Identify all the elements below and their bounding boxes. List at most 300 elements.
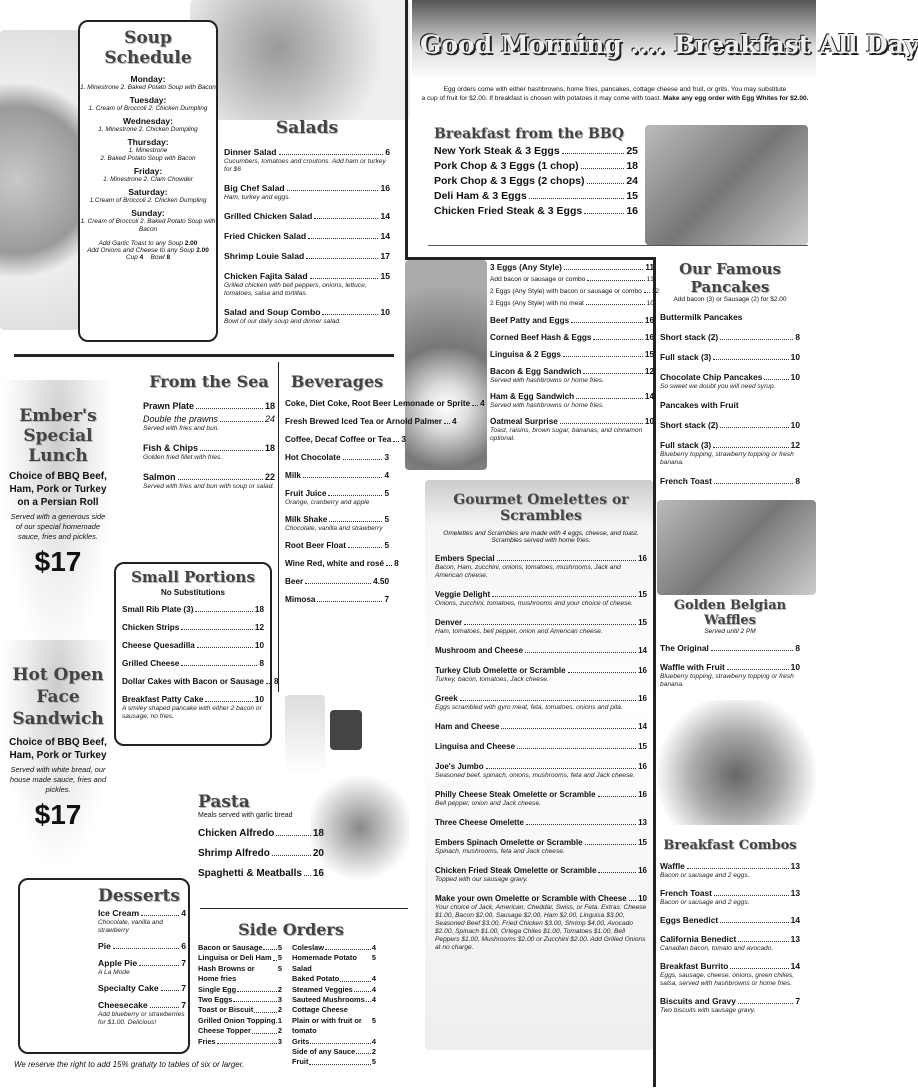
item-name: Add bacon or sausage or combo: [490, 276, 586, 283]
item-name: Fries: [198, 1036, 216, 1046]
soup-photo: [0, 30, 80, 330]
item-price: 18: [254, 605, 264, 614]
dot-leader: [197, 647, 253, 648]
soup-options: 1. Cream of Broccoli 2. Chicken Dumpling: [88, 105, 208, 112]
small-portion-item: [122, 622, 264, 633]
item-name: Salmon: [143, 472, 176, 482]
item-desc: Ham, tomatoes, bell pepper, onion and American cheese.: [435, 628, 603, 635]
item-price: 16: [638, 666, 647, 675]
item-name: Coffee, Decaf Coffee or Tea: [285, 435, 392, 444]
item-desc: Golden fried fillet with fries.: [143, 454, 223, 461]
item-desc: Served with hashbrowns or home fries.: [490, 377, 604, 384]
item-desc: Served with fries and bun.: [143, 425, 220, 432]
salads-title: Salads: [275, 118, 339, 138]
item-price: 6: [385, 147, 390, 157]
omelette-item: [435, 817, 647, 828]
header-title: Good Morning .... Breakfast All Day: [420, 30, 918, 59]
dot-leader: [113, 948, 179, 949]
dot-leader: [354, 985, 371, 992]
item-price: 5: [384, 489, 389, 498]
item-desc: Topped with our sausage gravy.: [435, 876, 528, 883]
item-name: Chicken Fajita Salad: [224, 271, 308, 281]
hotopen-title1: Hot Open: [12, 665, 104, 685]
side-item: [292, 995, 376, 1005]
item-price: 25: [626, 145, 638, 157]
item-name: 2 Eggs (Any Style) with bacon or sausage or combo: [490, 288, 642, 295]
item-name: Linguisa or Deli Ham: [198, 953, 272, 963]
salad-item: [224, 231, 390, 242]
item-price: 10: [380, 307, 390, 317]
side-item: [198, 1037, 282, 1047]
item-price: 10: [644, 417, 654, 426]
item-name: Breakfast Burrito: [660, 961, 729, 971]
item-price: 8: [795, 332, 800, 342]
item-price: 16: [644, 316, 654, 325]
dot-leader: [195, 611, 252, 612]
item-name: Chicken Strips: [122, 623, 180, 632]
dot-leader: [568, 672, 637, 673]
dot-leader: [562, 153, 625, 154]
dot-leader: [309, 1057, 370, 1064]
side-item: [198, 1016, 282, 1026]
item-name: Cottage Cheese: [292, 1005, 348, 1015]
bbq-item: [434, 191, 638, 202]
item-price: 4: [451, 417, 457, 426]
item-price: 7: [181, 1000, 186, 1010]
dot-leader: [460, 700, 636, 701]
item-price: 13: [790, 934, 800, 944]
item-name: 3 Eggs (Any Style): [490, 263, 562, 272]
dot-leader: [764, 379, 788, 380]
item-name: Plain or with fruit or tomato: [292, 1015, 362, 1036]
item-desc: A La Mode: [98, 969, 130, 976]
omelette-item: [435, 645, 647, 656]
item-price: 5: [277, 963, 282, 973]
dot-leader: [328, 495, 382, 496]
item-price: 13: [646, 276, 654, 283]
footer-note: We reserve the right to add 15% gratuity to tables of six or larger.: [14, 1060, 245, 1069]
item-name: Chicken Alfredo: [198, 828, 275, 839]
item-name: Short stack (2): [660, 420, 719, 430]
dot-leader: [150, 1007, 180, 1008]
dot-leader: [393, 441, 399, 442]
dot-leader: [304, 875, 311, 876]
item-name: Ice Cream: [98, 908, 140, 918]
side-item: [292, 985, 376, 995]
small-list: [116, 604, 279, 721]
divider-left-horizontal: [14, 354, 394, 357]
soup-options: 1. Minestrone 2. Baked Potato Soup with Bacon: [80, 84, 216, 91]
desserts-title: Desserts: [98, 886, 180, 906]
egg-item: [490, 286, 660, 297]
omelette-item: [435, 721, 647, 732]
bbq-item: [434, 206, 638, 217]
item-price: 10: [790, 662, 800, 672]
item-name: Specialty Cake: [98, 983, 159, 993]
side-item: [292, 953, 376, 974]
item-name: Deli Ham & 3 Eggs: [434, 190, 527, 202]
soup-day: Wednesday:: [123, 116, 173, 126]
frenchtoast-photo: [657, 500, 816, 595]
item-name: Ham & Egg Sandwich: [490, 392, 575, 401]
hotopen-main: Choice of BBQ Beef, Ham, Pork or Turkey: [9, 737, 107, 761]
item-desc: Canadian bacon, tomato and avocado.: [660, 945, 774, 952]
item-price: 10: [638, 894, 647, 903]
item-price: 15: [644, 350, 654, 359]
pasta-item: [198, 848, 324, 859]
item-name: Bacon & Egg Sandwich: [490, 367, 582, 376]
item-name: Chicken Fried Steak Omelette or Scramble: [435, 866, 597, 875]
item-price: 7: [384, 595, 389, 604]
waffles-section: [660, 598, 800, 689]
hotopen-price: $17: [34, 799, 82, 830]
item-name: Veggie Delight: [435, 590, 491, 599]
item-name: 2 Eggs (Any Style) with no meat: [490, 300, 584, 307]
lunch-title1: Ember's: [19, 406, 97, 426]
beverage-item: [285, 470, 389, 481]
omelettes-sub2: Scrambles served with home fries.: [491, 537, 591, 544]
item-desc: Bell pepper, onion and Jack cheese.: [435, 800, 541, 807]
dot-leader: [584, 213, 624, 214]
item-name: Chocolate Chip Pancakes: [660, 372, 763, 382]
pasta-section: [198, 792, 324, 879]
bbq-list: [434, 146, 638, 217]
dot-leader: [349, 1005, 375, 1012]
dot-leader: [322, 314, 378, 315]
soup-panel: [78, 20, 218, 342]
dot-leader: [279, 154, 384, 155]
beverage-item: [285, 416, 457, 427]
salad-item: [224, 211, 390, 222]
item-name: Coke, Diet Coke, Root Beer Lemonade or Sprite: [285, 399, 471, 408]
dot-leader: [720, 922, 789, 923]
item-name: New York Steak & 3 Eggs: [434, 145, 560, 157]
bbq-section: [434, 126, 638, 217]
hotopen-desc: Served with white bread, our house made sauce, fries and pickles.: [9, 765, 107, 794]
item-price: 17: [380, 251, 390, 261]
side-item: [198, 953, 282, 963]
item-name: Fruit Juice: [285, 489, 327, 498]
dot-leader: [252, 1026, 277, 1033]
item-price: 16: [638, 762, 647, 771]
egg-item: [490, 262, 654, 273]
pasta-list: [198, 828, 324, 879]
item-price: 4.50: [373, 577, 389, 586]
bbq-title: Breakfast from the BBQ: [434, 126, 624, 142]
dot-leader: [714, 483, 793, 484]
omelette-item: [435, 553, 647, 564]
dot-leader: [303, 477, 383, 478]
item-name: Single Egg: [198, 984, 237, 994]
item-price: 11: [645, 263, 654, 272]
dot-leader: [305, 583, 371, 584]
item-desc: Turkey, bacon, tomatoes, Jack cheese.: [435, 676, 549, 683]
item-name: Pancakes with Fruit: [660, 400, 739, 410]
item-price: 10: [790, 352, 800, 362]
soup-options: 1. Minestrone 2. Baked Potato Soup with Bacon: [100, 147, 196, 162]
pancake-item: [660, 312, 800, 323]
sea-section: [143, 372, 275, 491]
side-item: [198, 964, 282, 985]
item-name: Buttermilk Pancakes: [660, 312, 743, 322]
item-desc: Ham, turkey and eggs.: [224, 194, 291, 201]
salads-list: [224, 147, 390, 326]
item-name: Cheese Topper: [198, 1026, 251, 1036]
item-name: Sauteed Mushrooms: [292, 995, 365, 1005]
combo-item: [660, 961, 800, 972]
dot-leader: [233, 995, 277, 1002]
dot-leader: [563, 356, 643, 357]
item-name: Fried Chicken Salad: [224, 231, 307, 241]
item-price: 10: [646, 300, 654, 307]
dessert-item: [98, 908, 186, 919]
pancake-item: [660, 420, 800, 431]
wine-photo: [285, 695, 325, 775]
dot-leader: [576, 398, 643, 399]
omelette-item: [435, 865, 647, 876]
item-price: 15: [638, 618, 647, 627]
waffle-photo: [657, 700, 816, 825]
side-item: [292, 1057, 376, 1067]
item-price: 18: [626, 160, 638, 172]
item-name: Fish & Chips: [143, 443, 199, 453]
item-price: 4: [371, 1036, 376, 1046]
dot-leader: [738, 1003, 793, 1004]
item-name: Fruit: [292, 1057, 309, 1067]
combo-item: [660, 934, 800, 945]
item-name: Baked Potato: [292, 974, 340, 984]
item-price: 16: [380, 183, 390, 193]
item-price: 16: [638, 554, 647, 563]
item-desc: Onions, zucchini, tomatoes, mushrooms and your choice of cheese.: [435, 600, 633, 607]
item-name: Short stack (2): [660, 332, 719, 342]
soup-title: Soup Schedule: [104, 28, 192, 68]
dot-leader: [711, 650, 793, 651]
item-name: Dinner Salad: [224, 147, 277, 157]
item-price: 22: [264, 472, 275, 482]
dot-leader: [526, 824, 636, 825]
beverage-item: [285, 434, 406, 445]
item-price: 5: [371, 1057, 376, 1067]
item-desc: Cucumbers, tomatoes and croutons. Add ham or turkey for $6: [224, 158, 386, 173]
item-desc: Chocolate, vanilla and strawberry: [98, 919, 163, 934]
beverage-item: [285, 488, 389, 499]
item-name: Steamed Veggies: [292, 984, 353, 994]
item-name: Joe's Jumbo: [435, 762, 484, 771]
eggs-photo: [405, 260, 487, 470]
side-item: [198, 995, 282, 1005]
dot-leader: [366, 995, 371, 1002]
item-desc: Blueberry topping, strawberry topping or fresh banana.: [660, 673, 794, 688]
item-price: 16: [626, 205, 638, 217]
side-item: [292, 974, 376, 984]
sides-col2: [292, 943, 376, 1068]
dot-leader: [714, 895, 789, 896]
item-price: 18: [264, 401, 275, 411]
item-price: 3: [277, 1036, 282, 1046]
item-name: Eggs Benedict: [660, 915, 719, 925]
dot-leader: [517, 748, 636, 749]
pancake-item: [660, 440, 800, 451]
item-price: 15: [380, 271, 390, 281]
item-name: Salad and Soup Combo: [224, 307, 321, 317]
pancake-item: [660, 332, 800, 343]
item-name: Corned Beef Hash & Eggs: [490, 333, 592, 342]
lunch-desc: Served with a generous side of our special homemade sauce, fries and pickles.: [10, 512, 106, 541]
combo-item: [660, 861, 800, 872]
dot-leader: [593, 339, 642, 340]
egg-item: [490, 332, 654, 343]
dot-leader: [276, 835, 311, 836]
item-desc: Bowl of our daily soup and dinner salad.: [224, 318, 341, 325]
egg-item: [490, 391, 654, 402]
item-price: 12: [651, 288, 660, 295]
pancake-item: [660, 476, 800, 487]
item-name: Full stack (3): [660, 352, 712, 362]
item-price: 5: [384, 515, 389, 524]
pancakes-section: [660, 260, 800, 487]
item-price: 8: [394, 559, 399, 568]
dot-leader: [564, 269, 643, 270]
soup-day: Sunday:: [131, 208, 165, 218]
sea-item: [143, 472, 275, 483]
steak-photo: [645, 125, 808, 245]
item-price: 18: [264, 443, 275, 453]
bbq-item: [434, 161, 638, 172]
item-name: Beef Patty and Eggs: [490, 316, 570, 325]
dot-leader: [178, 479, 263, 480]
item-desc: Your choice of Jack, American, Cheddar, Swiss, or Feta. Extras: Cheese $1.00, Bacon $2.00, Sausage $2.00, Ham $2.00, Linguisa $3.00, Seasoned Beef $3.00, Fried Chicken $3.00, Shrimp $4.00, Avocado $2.00, Spinach $1.00, Ortega Chiles $1.00, Tomatoes $1.00, Bell Peppers $1.00, Mushrooms $2.00 or Zucchini $2.00. Add Grilled Onions at no charge.: [435, 904, 647, 951]
item-price: 14: [638, 722, 647, 731]
item-name: Pork Chop & 3 Eggs (2 chops): [434, 175, 585, 187]
item-name: Shrimp Alfredo: [198, 848, 270, 859]
item-name: Make your own Omelette or Scramble with Cheese: [435, 894, 627, 903]
header-note-line2: a cup of fruit for $2.00. If breakfast is chosen with potatoes it may come with toast. Make any egg order with Egg Whites for $2.00.: [421, 95, 809, 102]
item-name: Homemade Potato Salad: [292, 953, 357, 973]
side-item: [292, 943, 376, 953]
dot-leader: [629, 900, 636, 901]
dot-leader: [713, 447, 788, 448]
sea-item: [143, 414, 275, 425]
sea-item: [143, 401, 275, 412]
item-name: Dollar Cakes with Bacon or Sausage: [122, 677, 264, 686]
dot-leader: [273, 953, 277, 960]
item-name: Small Rib Plate (3): [122, 605, 194, 614]
beverage-item: [285, 452, 389, 463]
dot-leader: [306, 258, 378, 259]
eggs-section: [490, 256, 660, 443]
combo-item: [660, 915, 800, 926]
dot-leader: [139, 965, 179, 966]
item-name: Hash Browns or Home fries: [198, 963, 255, 984]
dot-leader: [598, 872, 636, 873]
dot-leader: [730, 968, 788, 969]
dot-leader: [343, 459, 383, 460]
waffles-sub: Served until 2 PM: [704, 628, 756, 635]
dessert-item: [98, 958, 186, 969]
item-price: 14: [638, 646, 647, 655]
item-desc: So sweet we doubt you will need syrup.: [660, 383, 776, 390]
item-name: Embers Special: [435, 554, 495, 563]
dot-leader: [444, 423, 450, 424]
item-name: Apple Pie: [98, 958, 138, 968]
item-price: 16: [638, 790, 647, 799]
dot-leader: [720, 427, 788, 428]
item-name: Bacon or Sausage: [198, 943, 263, 952]
item-name: Wine Red, white and rosé: [285, 559, 385, 568]
omelettes-list: [435, 553, 647, 952]
side-item: [198, 943, 282, 953]
small-portion-item: [122, 604, 264, 615]
dot-leader: [314, 218, 378, 219]
dessert-item: [98, 983, 186, 994]
dot-leader: [386, 565, 392, 566]
beverages-title: Beverages: [290, 372, 384, 391]
omelette-item: [435, 617, 647, 628]
dot-leader: [497, 560, 637, 561]
hotopen-title3: Sandwich: [12, 709, 104, 729]
dot-leader: [287, 190, 379, 191]
divider-sides-top: [200, 908, 408, 909]
omelettes-title: Gourmet Omelettes or Scrambles: [453, 492, 629, 524]
item-price: 12: [644, 367, 654, 376]
dot-leader: [329, 521, 382, 522]
dot-leader: [587, 280, 644, 281]
item-price: 5: [277, 953, 282, 963]
beverage-item: [285, 398, 485, 409]
soup-options: 1. Cream of Broccoli 2. Baked Potato Soup with Bacon: [80, 218, 216, 233]
soup-days-list: [80, 74, 216, 234]
item-price: 16: [638, 694, 647, 703]
item-price: 4: [371, 974, 376, 984]
item-price: 12: [790, 440, 800, 450]
dot-leader: [205, 701, 252, 702]
desserts-panel: [18, 878, 190, 1054]
salad-item: [224, 307, 390, 318]
item-price: 16: [312, 868, 324, 879]
small-portion-item: [122, 658, 264, 669]
item-desc: Served with fries and bun with soup or salad.: [143, 483, 275, 490]
soup-day: Monday:: [130, 74, 166, 84]
item-name: Philly Cheese Steak Omelette or Scramble: [435, 790, 596, 799]
item-desc: Two biscuits with sausage gravy.: [660, 1007, 756, 1014]
item-name: Pork Chop & 3 Eggs (1 chop): [434, 160, 579, 172]
item-name: Shrimp Louie Salad: [224, 251, 305, 261]
item-name: Mimosa: [285, 595, 316, 604]
dot-leader: [529, 198, 625, 199]
soup-day: Tuesday:: [129, 95, 167, 105]
dot-leader: [587, 183, 625, 184]
item-price: 3: [277, 995, 282, 1005]
dot-leader: [713, 359, 788, 360]
item-name: Greek: [435, 694, 458, 703]
side-item: [292, 1037, 376, 1047]
egg-item: [490, 366, 654, 377]
sea-item: [143, 443, 275, 454]
item-name: The Original: [660, 643, 709, 653]
item-price: 16: [644, 333, 654, 342]
item-name: Oatmeal Surprise: [490, 417, 558, 426]
item-price: 10: [790, 420, 800, 430]
sea-list: [143, 401, 275, 491]
egg-item: [490, 416, 654, 427]
omelette-item: [435, 893, 647, 904]
dot-leader: [308, 238, 378, 239]
item-price: 2: [277, 1026, 282, 1036]
small-portions-panel: [114, 562, 279, 746]
dot-leader: [598, 796, 637, 797]
dot-leader: [560, 423, 643, 424]
